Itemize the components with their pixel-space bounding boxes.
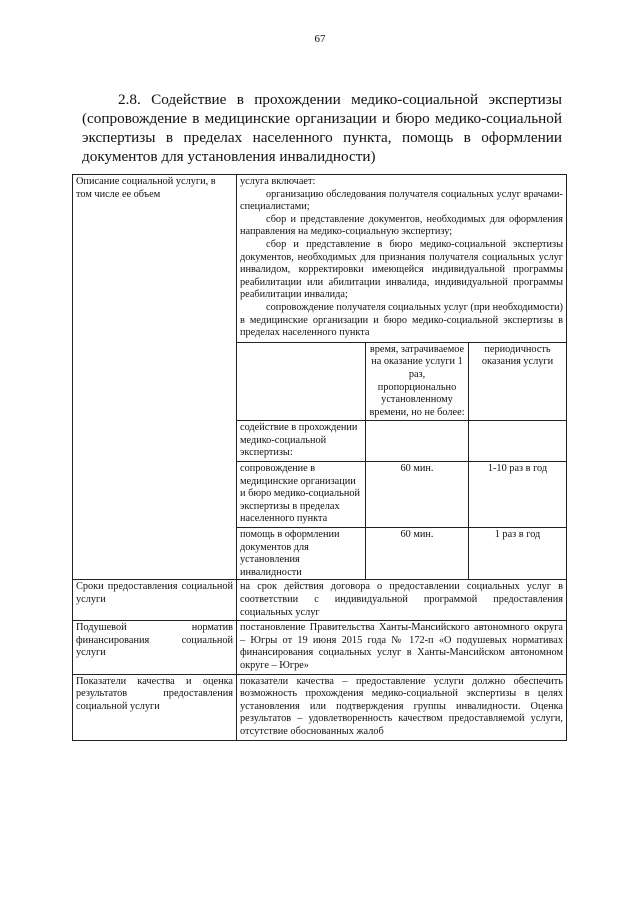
row-label-description: Описание социальной услуги, в том числе ее объем — [73, 175, 237, 580]
inner-row-frequency: 1 раз в год — [469, 528, 567, 581]
description-intro: услуга включает: — [240, 176, 316, 187]
inner-row-time: 60 мин. — [366, 462, 469, 528]
inner-header-empty — [237, 342, 366, 421]
title-line: документов для установления инвалидности) — [82, 148, 376, 165]
row-label-terms: Сроки предоставления социальной услуги — [73, 580, 237, 621]
inner-row-frequency: 1-10 раз в год — [469, 462, 567, 528]
table-row-normative — [73, 621, 567, 674]
title-line: (сопровождение в медицинские организации и бюро медико-социальной — [82, 110, 562, 127]
inner-header-frequency: периодичность оказания услуги — [469, 342, 567, 421]
inner-row-frequency — [469, 421, 567, 462]
inner-table-header-row — [237, 342, 566, 421]
quality-value: показатели качества – предоставление услуги должно обеспечить возможность прохождения медико-социальной экспертизы в целях установления или подтверждения группы инвалидности. Оценка результатов – удовлетворенность качеством предоставляемой услуги, отсутствие обоснованных жалоб — [237, 674, 567, 740]
normative-value: постановление Правительства Ханты-Мансийского автономного округа – Югры от 19 июня 2015 года № 172-п «О подушевых нормативах финансирования социальных услуг в Ханты-Мансийском автономном округе – Югре» — [237, 621, 567, 674]
inner-table-row — [237, 528, 566, 581]
service-table — [72, 174, 567, 741]
title-line: экспертизы в пределах населенного пункта, помощь в оформлении — [82, 129, 562, 146]
description-item: организацию обследования получателя социальных услуг врачами-специалистами; — [240, 188, 563, 213]
service-time-table — [237, 342, 566, 581]
description-item: сбор и представление документов, необходимых для оформления направления на медико-социальную экспертизу; — [240, 213, 563, 238]
row-label-quality: Показатели качества и оценка результатов предоставления социальной услуги — [73, 674, 237, 740]
page-number: 67 — [314, 33, 326, 45]
description-cell — [237, 175, 567, 580]
table-row-description — [73, 175, 567, 580]
inner-row-time: 60 мин. — [366, 528, 469, 581]
inner-row-name: содействие в прохождении медико-социальной экспертизы: — [237, 421, 366, 462]
description-item: сопровождение получателя социальных услуг (при необходимости) в медицинские организации и бюро медико-социальной экспертизы в пределах населенного пункта — [240, 301, 563, 339]
description-item: сбор и представление в бюро медико-социальной экспертизы документов, необходимых для признания получателя социальных услуг инвалидом, корректировки имеющейся индивидуальной программы реабилитации или абилитации инвалида, индивидуальной программы реабилитации инвалида; — [240, 238, 563, 301]
title-line: 2.8. Содействие в прохождении медико-социальной экспертизы — [118, 91, 562, 108]
row-label-normative: Подушевой норматив финансирования социальной услуги — [73, 621, 237, 674]
inner-header-time: время, затрачиваемое на оказание услуги 1 раз, пропорционально установленному времени, но не более: — [366, 342, 469, 421]
inner-row-time — [366, 421, 469, 462]
terms-value: на срок действия договора о предоставлении социальных услуг в соответствии с индивидуальной программой предоставления социальных услуг — [237, 580, 567, 621]
inner-row-name: помощь в оформлении документов для установления инвалидности — [237, 528, 366, 581]
table-row-terms — [73, 580, 567, 621]
section-title — [82, 90, 562, 166]
inner-table-row — [237, 462, 566, 528]
inner-row-name: сопровождение в медицинские организации и бюро медико-социальной экспертизы в пределах населенного пункта — [237, 462, 366, 528]
table-row-quality — [73, 674, 567, 740]
inner-table-row — [237, 421, 566, 462]
